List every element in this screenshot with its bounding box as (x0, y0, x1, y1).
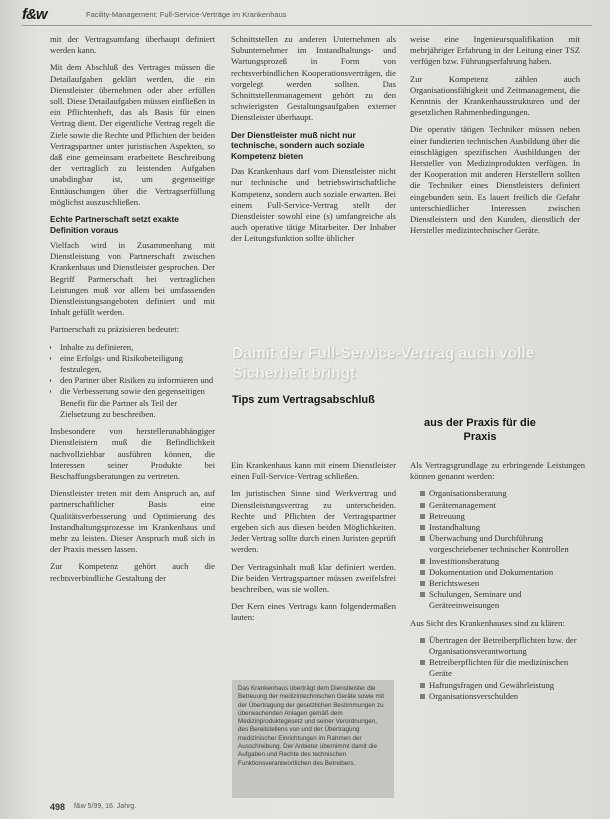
tips-column-right (410, 460, 585, 800)
services-list (410, 488, 585, 611)
header-divider (22, 25, 592, 26)
paragraph: Schnittstellen zu anderen Unternehmen als Subunternehmer im Instandhaltungs- und Wartungsprozeß in Form von rechtsverbindlichen Kooperationsverträgen, die vorgelegt werden sollten. Das Schnittstellenmanagement gehört zu den schwierigsten Gestaltungsaufgaben externer Dienstleister überhaupt. (231, 34, 396, 123)
tips-heading-right: aus der Praxis für die Praxis (424, 417, 536, 443)
contract-example-box (232, 680, 394, 798)
list-item: Gerätemanagement (420, 500, 585, 511)
paragraph: Partnerschaft zu präzisieren bedeutet: (50, 324, 180, 335)
list-item: Überwachung und Durchführung vorgeschriebener technischer Kontrollen (420, 533, 585, 555)
subheading: Der Dienstleister muß nicht nur technische, sondern auch soziale Kompetenz bieten (231, 129, 365, 161)
paragraph: Ein Krankenhaus kann mit einem Dienstleister einen Full-Service-Vertrag schließen. (231, 460, 396, 482)
list-item: Investitionsberatung (420, 556, 585, 567)
paragraph: Das Krankenhaus darf vom Dienstleister nicht nur technische und betriebswirtschaftliche Kompetenz, sondern auch soziale erwarten. Bei einem Full-Service-Vertrag stellt der Dienstleister sowohl eine (s) umfangreiche als auch operative tätige Mitarbeiter. Der Inhaber der Leitungsfunktion sollte üblicher (231, 166, 396, 244)
list-item: Haftungsfragen und Gewährleistung (420, 680, 585, 691)
contract-example-text: Das Krankenhaus überträgt dem Dienstleister die Betreuung der medizintechnischen Geräte sowie mit der Übertragung der gesetzlichen Bestimmungen zu überwachenden Anlagen gemäß dem Medizinproduktegesetz und seiner Verordnungen, des Bereitstellens von und der Übertragung medizinischer Einrichtungen im Rahmen der Ausschreibung. Der Anbieter übernimmt damit die Aufgaben und Rechte des technischen Funktionsverantwortlichen des Betreibers. (238, 685, 384, 767)
paragraph: Die operativ tätigen Techniker müssen neben einer fundierten technischen Ausbildung über die einschlägigen spezifischen Ausbildungen der Hersteller von Medizinprodukten verfügen. In der Kooperation mit anderen Herstellern sollten die Techniker eines Dienstleisters definiert eingebunden sein. Es lauert freilich die Gefahr unterschiedlicher Interessen zwischen Dienstleistern und den Kunden, dienstlich der Hersteller medizintechnischer Geräte. (410, 124, 580, 236)
column-3 (410, 34, 580, 336)
header-title: Facility-Management: Full-Service-Verträge im Krankenhaus (86, 10, 287, 19)
tips-heading-left: Tips zum Vertragsabschluß (232, 394, 375, 406)
paragraph: Aus Sicht des Krankenhauses sind zu klären: (410, 617, 565, 628)
paragraph: Zur Kompetenz gehört auch die rechtsverbindliche Gestaltung der (50, 561, 215, 583)
list-item: Dokumentation und Dokumentation (420, 567, 585, 578)
paragraph: Mit dem Abschluß des Vertrages müssen die Detailaufgaben geklärt werden, die ein Dienstleister übernehmen oder aber erfüllen soll. Diese Detailaufgaben müssen einfließen in ein Pflichtenheft, das als Basis für einen Vertrag dient. Der eigentliche Vertrag regelt die Ziele sowie die Rechte und Pflichten der beiden Vertragspartner unter juristischen Aspekten, so daß eine gemeinsam erarbeitete Beschreibung der vertraglich zu leistenden Aufgaben unabdingbar ist, um gegenseitige Enttäuschungen über die Vertragserfüllung möglichst auszuschließen. (50, 62, 215, 207)
paragraph: Dienstleister treten mit dem Anspruch an, auf partnerschaftlicher Basis eine Qualitätsverbesserung und Optimierung des Instandhaltungsprozesse im Krankenhaus und mehr zu leisten. Dieser Anspruch muß sich in der Praxis messen lassen. (50, 488, 215, 555)
column-2 (231, 34, 396, 336)
list-item: Organisationsberatung (420, 488, 585, 499)
hospital-checklist (410, 635, 585, 702)
paragraph: mit der Vertragsumfang überhaupt definiert werden kann. (50, 34, 215, 56)
paragraph: Im juristischen Sinne sind Werkvertrag und Dienstleistungsvertrag zu unterscheiden. Rechte und Pflichten der Vertragspartner ergeben sich aus diesen beiden Möglichkeiten. Jeder Vertrag sollte durch einen Juristen geprüft werden. (231, 488, 396, 555)
paragraph: Zur Kompetenz zählen auch Organisationsfähigkeit und Zeitmanagement, die Kenntnis der Krankenhausstrukturen und der gesetzlichen Rahmenbedingungen. (410, 73, 580, 118)
list-item: Schulungen, Seminare und Geräteeinweisungen (420, 589, 585, 611)
paragraph: Als Vertragsgrundlage zu erbringende Leistungen können genannt werden: (410, 460, 585, 482)
list-item: • die Verbesserung sowie den gegenseitigen Benefit für die Partner als Teil der Zielsetzung zu beschreiben. (60, 386, 215, 420)
list-item: • Inhalte zu definieren, (60, 342, 215, 353)
page-number: 498 (50, 802, 66, 812)
page-header (0, 0, 610, 26)
page-footer (50, 802, 250, 814)
magazine-logo: f&w (22, 6, 47, 23)
list-item: Berichtswesen (420, 578, 585, 589)
list-item: Organisationsverschulden (420, 691, 585, 702)
list-item: • den Partner über Risiken zu informieren und (60, 375, 215, 386)
paragraph: weise eine Ingenieursqualifikation mit mehrjähriger Erfahrung in der Leitung einer TSZ verfügen bzw. Führungserfahrung haben. (410, 34, 580, 67)
list-item: • eine Erfolgs- und Risikobeteiligung festzulegen, (60, 353, 215, 375)
list-item: Instandhaltung (420, 522, 585, 533)
footer-issue: f&w 5/99, 16. Jahrg. (74, 803, 137, 810)
paragraph: Vielfach wird in Zusammenhang mit Dienstleistung von Partnerschaft zwischen Krankenhaus und Dienstleister gesprochen. Der Begriff Partnerschaft bei vertraglichen Leistungen muß vor allem bei umfassenden Dienstleistungsangeboten definiert und mit Inhalt gefüllt werden. (50, 240, 215, 318)
list-item: Betreuung (420, 511, 585, 522)
partnership-list (50, 342, 215, 420)
subheading: Echte Partnerschaft setzt exakte Definition voraus (50, 214, 179, 235)
list-item: Übertragen der Betreiberpflichten bzw. der Organisationsverantwortung (420, 635, 585, 657)
column-1 (50, 34, 215, 804)
paragraph: Der Kern eines Vertrags kann folgendermaßen lauten: (231, 601, 396, 623)
paragraph: Insbesondere von herstellerunabhängiger Dienstleistern muß die Befindlichkeit nachvollziehbar ausführen können, die Interessen seiner Produkte bei Beschaffungsberatungen zu vertreten. (50, 426, 215, 481)
paragraph: Der Vertragsinhalt muß klar definiert werden. Die beiden Vertragspartner müssen zweifelsfrei beschreiben, was sie wollen. (231, 561, 396, 595)
article-title: Damit der Full-Service-Vertrag auch volle Sicherheit bringt (232, 345, 535, 382)
list-item: Betreiberpflichten für die medizinischen Geräte (420, 657, 585, 679)
